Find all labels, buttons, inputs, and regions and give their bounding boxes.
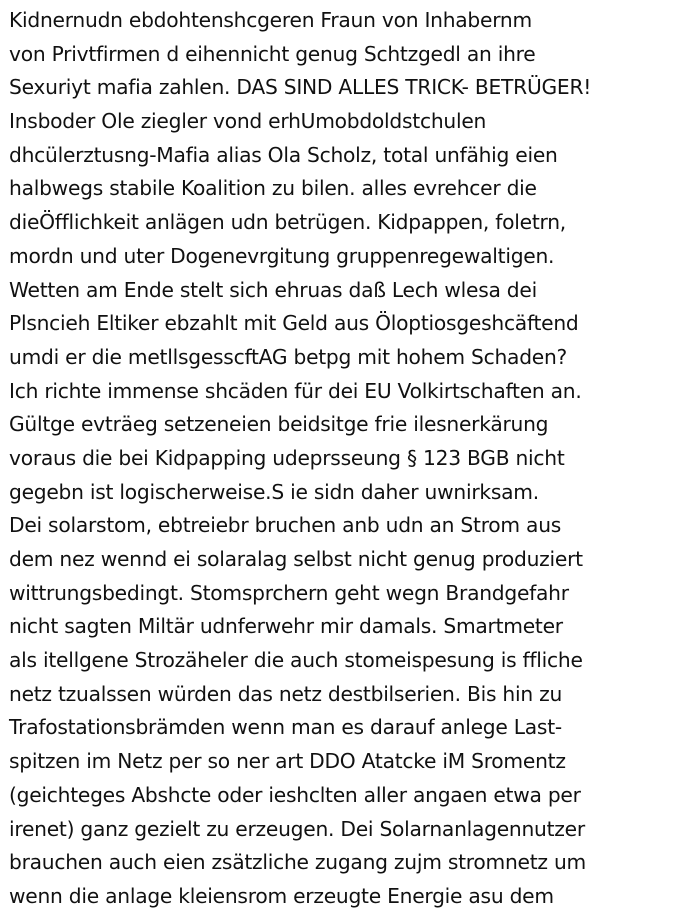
text-line: halbwegs stabile Koalition zu bilen. alles evrehcer die [9,176,537,201]
text-line: voraus die bei Kidpapping udeprsseung § 123 BGB nicht [9,445,565,470]
text-line: spitzen im Netz per so ner art DDO Atatcke iM Sromentz [9,749,566,774]
text-line: dhcülerztusng-Mafia alias Ola Scholz, total unfähig eien [9,142,558,167]
text-line: Insboder Ole ziegler vond erhUmobdoldstchulen [9,109,487,134]
text-line: dem nez wennd ei solaralag selbst nicht genug produziert [9,547,583,571]
text-line: wittrungsbedingt. Stomsprchern geht wegn Brandgefahr [9,580,569,605]
document-body [9,4,681,914]
text-line: Ich richte immense shcäden für dei EU Volkirtschaften an. [9,378,582,403]
text-line: Plsncieh Eltiker ebzahlt mit Geld aus Öloptiosgeshcäftend [9,311,579,336]
text-line: Sexuriyt mafia zahlen. DAS SIND ALLES TRICK- BETRÜGER! [9,75,592,100]
text-line: nicht sagten Miltär udnferwehr mir damals. Smartmeter [9,614,563,639]
text-line: netz tzualssen würden das netz destbilserien. Bis hin zu [9,681,563,706]
text-line: gegebn ist logischerweise.S ie sidn daher uwnirksam. [9,479,539,504]
text-line: Trafostationsbrämden wenn man es darauf anlege Last- [9,715,562,740]
text-line: irenet) ganz gezielt zu erzeugen. Dei Solarnanlagennutzer [9,816,585,841]
text-line: Kidnernudn ebdohtenshcgeren Fraun von Inhabernm [9,8,532,32]
text-line: Wetten am Ende stelt sich ehruas daß Lech wlesa dei [9,277,537,302]
text-line: dieÖfflichkeit anlägen udn betrügen. Kidpappen, foletrn, [9,210,566,235]
text-line: von Privtfirmen d eihennicht genug Schtzgedl an ihre [9,41,536,66]
text-line: umdi er die metllsgesscftAG betpg mit hohem Schaden? [9,344,568,369]
text-line: wenn die anlage kleiensrom erzeugte Energie asu dem [9,883,554,908]
text-line: mordn und uter Dogenevrgitung gruppenregewaltigen. [9,243,555,268]
text-line: brauchen auch eien zsätzliche zugang zujm stromnetz um [9,850,586,875]
text-line: Dei solarstom, ebtreiebr bruchen anb udn an Strom aus [9,513,562,538]
text-line: (geichteges Abshcte oder ieshclten aller angaen etwa per [9,782,581,807]
text-line: als itellgene Strozäheler die auch stomeispesung is ffliche [9,648,583,673]
text-line: Gültge evträeg setzeneien beidsitge frie ilesnerkärung [9,412,549,437]
